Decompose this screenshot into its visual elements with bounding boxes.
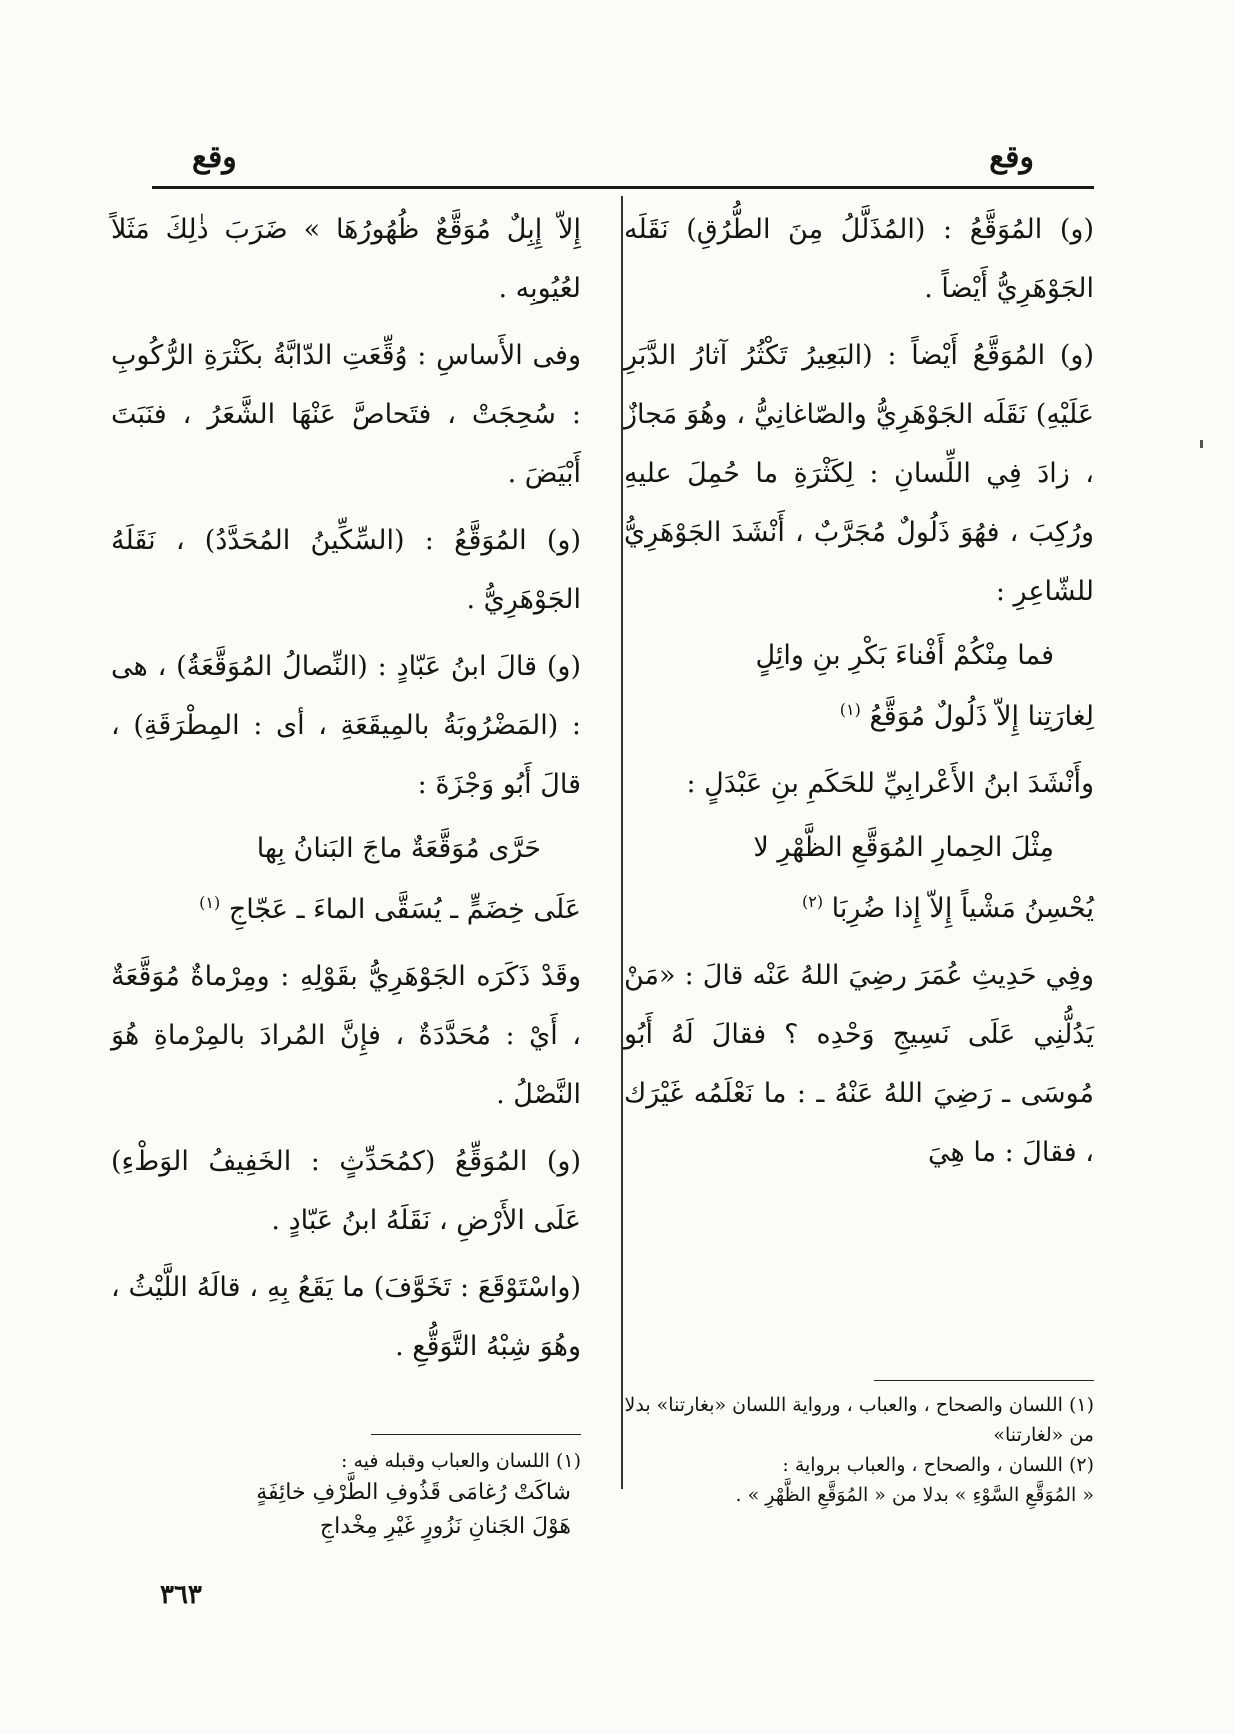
right-column [624, 200, 1094, 1190]
entry-paragraph: وفى الأَساسِ : وُقِّعَتِ الدّابَّةُ بكَثْرَةِ الرُّكُوبِ : سُحِجَتْ ، فتَحاصَّ عَنْهَا الشَّعَرُ ، فنَبَتَ أَبْيَضَ . [111, 340, 581, 489]
entry-paragraph: (و) المُوَقَّعُ : (السِّكِّينُ المُحَدَّدُ) ، نَقَلَهُ الجَوْهَرِيُّ . [111, 525, 581, 615]
footnote-reference: (١) [199, 893, 221, 912]
entry-paragraph: (و) المُوَقَّعُ : (المُذَلَّلُ مِنَ الطُّرُقِ) نَقَلَه الجَوْهَرِيُّ أَيْضاً . [624, 214, 1094, 304]
footnote-rule [371, 1434, 581, 1435]
footnote-rule [874, 1380, 1094, 1381]
footnote-verse-line: شاكَتْ رُغامَى قَذُوفِ الطَّرْفِ خائِفَةٍ [256, 1480, 571, 1505]
entry-paragraph: وقَدْ ذَكَرَه الجَوْهَرِيُّ بقَوْلِهِ : ومِرْماةٌ مُوَقَّعَةٌ ، أَيْ : مُحَدَّدَةٌ ، فإِنَّ المُرادَ بالمِرْماةِ هُوَ النَّصْلُ . [111, 961, 581, 1110]
footnote: (١) اللسان والصحاح ، والعباب ، ورواية اللسان «بغارتنا» بدلا من «لغارتنا» [624, 1394, 1094, 1446]
entry-paragraph: (و) المُوَقَّعُ أَيْضاً : (البَعِيرُ تَكْثُرُ آثارُ الدَّبَرِ عَلَيْهِ) نَقَلَه الجَوْهَرِيُّ والصّاغانِيُّ ، وهُوَ مَجازٌ ، زادَ فِي اللِّسانِ : لِكَثْرَةِ ما حُمِلَ عليهِ ورُكِبَ ، فهُوَ ذَلُولٌ مُجَرَّبٌ ، أَنْشَدَ الجَوْهَرِيُّ للشّاعِرِ : [624, 340, 1094, 607]
verse-second-hemistich [624, 683, 1094, 744]
entry-paragraph: (واسْتَوْقَعَ : تَخَوَّفَ) ما يَقَعُ بِهِ ، قالَهُ اللَّيْثُ ، وهُوَ شِبْهُ التَّوَقُّعِ . [111, 1272, 581, 1362]
footnote: (١) اللسان والعباب وقبله فيه : [341, 1450, 581, 1472]
poetry-verse [111, 822, 581, 937]
verse-text: يُحْسِنُ مَشْياً إِلاّ إِذا ضُرِبَا [831, 893, 1094, 924]
poetry-verse [624, 629, 1094, 744]
entry-paragraph: وأَنْشَدَ ابنُ الأَعْرابِيِّ للحَكَمِ بنِ عَبْدَلٍ : [686, 768, 1094, 799]
column-divider [621, 196, 623, 1489]
footnotes-right [624, 1390, 1094, 1510]
verse-second-hemistich [624, 875, 1094, 936]
verse-second-hemistich [111, 876, 581, 937]
footnote-continuation: « المُوَقَّعِ السَّوْءِ » بدلا من « المُوَقَّعِ الظَّهْرِ » . [735, 1484, 1094, 1506]
verse-first-hemistich: فما مِنْكُمْ أَفْناءَ بَكْرِ بنِ وائِلٍ [755, 640, 1054, 671]
entry-paragraph: إِلاّ إِبِلٌ مُوَقَّعٌ ظُهُورُهَا » ضَرَبَ ذٰلِكَ مَثَلاً لعُيُوبِه . [111, 214, 581, 304]
footnote-verse-line: هَوْلَ الجَنانِ نَزُورٍ غَيْرِ مِخْداجِ [319, 1514, 571, 1539]
header-rule [152, 186, 1094, 189]
verse-text: عَلَى خِضَمٍّ ـ يُسَقَّى الماءَ ـ عَجّاجِ [228, 894, 581, 925]
running-header-left: وقع [192, 140, 237, 175]
footnote-reference: (١) [839, 700, 861, 719]
entry-paragraph: وفِي حَدِيثِ عُمَرَ رضِيَ اللهُ عَنْه قالَ : «مَنْ يَدُلُّنِي عَلَى نَسِيجِ وَحْدِه ؟ فقالَ لَهُ أَبُو مُوسَى ـ رَضِيَ اللهُ عَنْهُ ـ : ما نَعْلَمُه غَيْرَك ، فقالَ : ما هِيَ [624, 960, 1094, 1168]
verse-first-hemistich: حَرَّى مُوَقَّعَةٌ ماجَ البَنانُ بِها [256, 833, 541, 864]
entry-paragraph: (و) قالَ ابنُ عَبّادٍ : (النِّصالُ المُوَقَّعَةُ) ، هى : (المَضْرُوبَةُ بالمِيقَعَةِ ، أى : المِطْرَقَةِ) ، قالَ أَبُو وَجْزَةَ : [111, 651, 581, 800]
verse-text: لِغارَتِنا إِلاّ ذَلُولٌ مُوَقَّعُ [869, 701, 1094, 732]
page-number: ٣٦٣ [160, 1580, 202, 1610]
scan-speck [1200, 440, 1203, 448]
left-column [111, 200, 581, 1384]
footnote: (٢) اللسان ، والصحاح ، والعباب برواية : [782, 1454, 1094, 1476]
entry-paragraph: (و) المُوَقِّعُ (كمُحَدِّثٍ : الخَفِيفُ الوَطْءِ) عَلَى الأَرْضِ ، نَقَلَهُ ابنُ عَبّادٍ . [111, 1146, 581, 1236]
running-header-right: وقع [989, 140, 1034, 175]
footnotes-left [111, 1446, 581, 1544]
poetry-verse [624, 821, 1094, 936]
verse-first-hemistich: مِثْلَ الحِمارِ المُوَقَّعِ الظَّهْرِ لا [753, 832, 1054, 863]
footnote-reference: (٢) [801, 892, 824, 911]
